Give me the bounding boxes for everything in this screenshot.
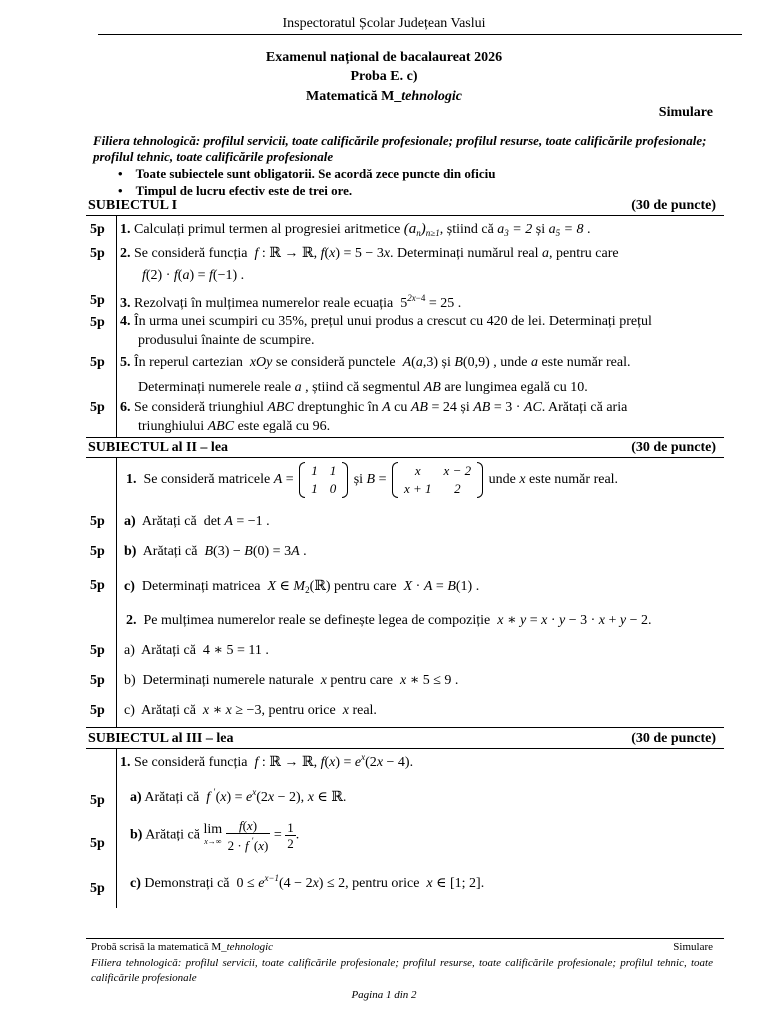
fraction-right: $\frac{1}{2}$ xyxy=(287,820,294,851)
points-label: 5p xyxy=(90,355,105,370)
points-label: 5p xyxy=(90,514,105,529)
points-label: 5p xyxy=(90,793,105,808)
limit-operator: lim x→∞ xyxy=(203,821,223,846)
problem-3-1b: b) Arătați că lim x→∞ $\frac{f(x)}{2 \cdot f '(x)}$ = $\frac{1}{2}$ . xyxy=(130,818,300,853)
points-label: 5p xyxy=(90,643,105,658)
section-1-title: SUBIECTUL I xyxy=(88,198,178,213)
section-3-divider xyxy=(116,748,117,908)
subject-suffix: tehnologic xyxy=(401,89,462,104)
footer-filiera: Filiera tehnologică: profilul servicii, toate calificările profesionale; profilul resurse, toate calificările profesionale; profilul tehnic, toate calificările profesionale xyxy=(91,957,713,984)
problem-1-5-cont: Determinați numerele reale a , știind că segmentul AB are lungimea egală cu 10. xyxy=(138,380,588,395)
points-label: 5p xyxy=(90,836,105,851)
points-label: 5p xyxy=(90,222,105,237)
problem-2-1: 1. Se consideră matricele A = 1 1 1 0 și B = x x − 2 x + 1 2 unde x este număr real. xyxy=(126,463,619,496)
exam-title: Examenul național de bacalaureat 2026 xyxy=(265,50,503,65)
section-3-points: (30 de puncte) xyxy=(631,731,716,746)
points-label: 5p xyxy=(90,400,105,415)
problem-2-1c: c) Determinați matricea X ∈ $M_2(ℝ)$ pentru care X · A = B(1) . xyxy=(124,579,480,595)
problem-1-4-cont: produsului înainte de scumpire. xyxy=(138,333,315,348)
section-1-divider xyxy=(116,215,117,437)
section-1-top-rule xyxy=(86,215,724,216)
filiera-text: Filiera tehnologică: profilul servicii, toate calificările profesionale; profilul resurse, toate calificările profesionale; profilul tehnic, toate calificările profesionale xyxy=(93,133,707,164)
subject-title xyxy=(0,89,768,105)
problem-2-1a: a) Arătați că det A = −1 . xyxy=(124,514,270,529)
instruction-item: • Timpul de lucru efectiv este de trei ore. xyxy=(118,183,353,198)
subject-prefix: Matematică M_ xyxy=(306,89,402,104)
points-label: 5p xyxy=(90,544,105,559)
matrix-b: x x − 2 x + 1 2 xyxy=(392,462,483,498)
problem-2-2c: c) Arătați că x ∗ x ≥ −3, pentru orice x real. xyxy=(124,703,377,718)
footer-simulare: Simulare xyxy=(673,941,713,953)
points-label: 5p xyxy=(90,315,105,330)
section-3-title: SUBIECTUL al III – lea xyxy=(88,731,234,746)
section-1-points: (30 de puncte) xyxy=(631,198,716,213)
instructions-list xyxy=(118,165,495,199)
problem-1-5: 5. În reperul cartezian xOy se consideră punctele A(a,3) și B(0,9) , unde a este număr real. xyxy=(120,355,631,370)
footer-rule xyxy=(86,938,724,939)
problem-1-3: 3. Rezolvați în mulțimea numerelor reale ecuația $5^{2x-4} = 25$ . xyxy=(120,293,462,311)
section-3-top-rule xyxy=(86,748,724,749)
header-rule xyxy=(98,34,742,35)
section-2-divider xyxy=(116,457,117,727)
probe-title: Proba E. c) xyxy=(350,69,418,84)
inspectorate-header: Inspectoratul Școlar Județean Vaslui xyxy=(282,16,486,31)
problem-1-6: 6. Se consideră triunghiul ABC dreptunghic în A cu AB = 24 și AB = 3 · AC. Arătați că aria xyxy=(120,400,628,415)
problem-1-2-equation: f(2) · f(a) = f(−1) . xyxy=(142,268,245,283)
instruction-item: • Toate subiectele sunt obligatorii. Se acordă zece puncte din oficiu xyxy=(118,166,496,181)
page-number: Pagina 1 din 2 xyxy=(351,989,417,1001)
problem-3-1c: c) Demonstrați că $0 \le e^{x-1}(4 - 2x) \le 2$, pentru orice x ∈ [1; 2]. xyxy=(130,873,485,891)
footer-probe: Probă scrisă la matematică M_tehnologic xyxy=(91,941,274,953)
points-label: 5p xyxy=(90,578,105,593)
points-label: 5p xyxy=(90,293,105,308)
points-label: 5p xyxy=(90,881,105,896)
problem-3-1: 1. Se consideră funcția f : ℝ → ℝ, $f(x) = e^x(2x - 4)$. xyxy=(120,752,414,770)
fraction-left: $\frac{f(x)}{2 \cdot f '(x)}$ xyxy=(227,818,269,853)
section-3-separator xyxy=(86,727,724,728)
points-label: 5p xyxy=(90,673,105,688)
section-2-separator xyxy=(86,437,724,438)
problem-2-2b: b) Determinați numerele naturale x pentru care x ∗ 5 ≤ 9 . xyxy=(124,673,459,688)
section-2-title: SUBIECTUL al II – lea xyxy=(88,440,229,455)
section-2-points: (30 de puncte) xyxy=(631,440,716,455)
problem-2-1b: b) Arătați că B(3) − B(0) = 3A . xyxy=(124,544,307,559)
matrix-a: 1 1 1 0 xyxy=(299,462,348,498)
problem-1-6-cont: triunghiului ABC este egală cu 96. xyxy=(138,419,331,434)
simulare-tag: Simulare xyxy=(658,105,713,120)
problem-1-2: 2. Se consideră funcția f : ℝ → ℝ, f(x) = 5 − 3x. Determinați numărul real a, pentru care xyxy=(120,246,619,261)
problem-2-2a: a) Arătați că 4 ∗ 5 = 11 . xyxy=(124,643,269,658)
points-label: 5p xyxy=(90,246,105,261)
problem-1-4: 4. În urma unei scumpiri cu 35%, prețul unui produs a crescut cu 420 de lei. Determinați prețul xyxy=(120,314,652,329)
section-2-top-rule xyxy=(86,457,724,458)
problem-2-2: 2. Pe mulțimea numerelor reale se definește legea de compoziție x ∗ y = x · y − 3 · x + y − 2. xyxy=(126,613,652,628)
problem-3-1a: a) Arătați că f $'(x) = e^x(2x - 2)$, x ∈ ℝ. xyxy=(130,787,347,805)
points-label: 5p xyxy=(90,703,105,718)
problem-1-1: 1. Calculați primul termen al progresiei aritmetice $(a_n)_{n\ge 1}$, știind că $a_3 = 2$ și $a_5 = 8$ . xyxy=(120,221,591,238)
